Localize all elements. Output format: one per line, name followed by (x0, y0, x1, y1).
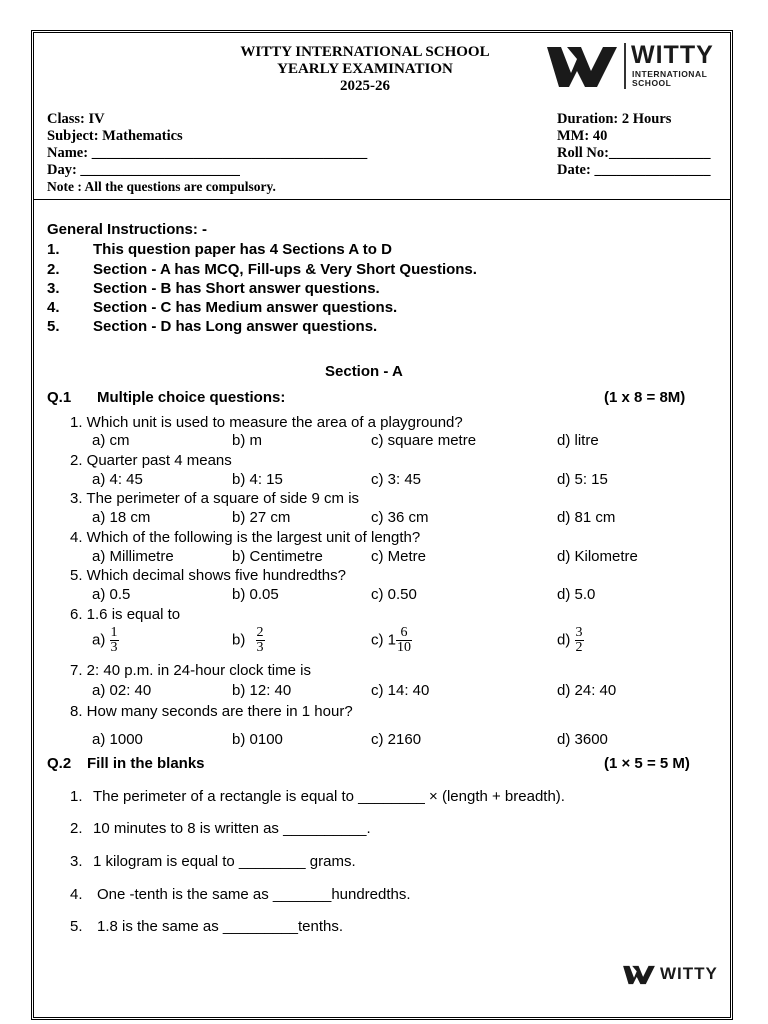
mcq-option: c) 14: 40 (371, 682, 430, 699)
mcq-option: a) cm (92, 432, 130, 449)
mcq-option: a) 4: 45 (92, 471, 143, 488)
mcq-question: 1. Which unit is used to measure the area of a playground? (70, 414, 463, 431)
instruction-item: Section - A has MCQ, Fill-ups & Very Short Questions. (93, 261, 477, 278)
mcq-option: b) 12: 40 (232, 682, 292, 699)
mcq-question: 7. 2: 40 p.m. in 24-hour clock time is (70, 662, 311, 679)
logo-wordmark: WITTY (631, 41, 714, 69)
instruction-item: Section - B has Short answer questions. (93, 280, 380, 297)
q1-marks: (1 x 8 = 8M) (604, 389, 686, 406)
mcq-option: d) 5: 15 (557, 471, 608, 488)
fill-blank-number: 3. (70, 853, 83, 870)
mcq-option: d) Kilometre (557, 548, 638, 565)
mcq-question: 4. Which of the following is the largest unit of length? (70, 529, 421, 546)
mcq-option-fraction-a: a) $\frac{1}{3}$ (92, 625, 118, 655)
witty-w-logo-icon (622, 965, 656, 985)
date-field: Date: ________________ (557, 162, 711, 178)
mcq-option: a) 18 cm (92, 509, 151, 526)
mcq-option: b) 0.05 (232, 586, 279, 603)
fill-blank-item: The perimeter of a rectangle is equal to ________ × (length + breadth). (93, 788, 565, 805)
mcq-option: d) litre (557, 432, 599, 449)
mcq-option: a) 0.5 (92, 586, 131, 603)
mcq-option: d) 81 cm (557, 509, 616, 526)
mcq-option: b) Centimetre (232, 548, 323, 565)
instruction-number: 1. (47, 241, 60, 258)
day-field: Day: ______________________ (47, 162, 240, 178)
max-marks-field: MM: 40 (557, 128, 608, 144)
mcq-question: 8. How many seconds are there in 1 hour? (70, 703, 353, 720)
school-logo (547, 41, 722, 93)
mcq-option-fraction-b: b) $\frac{2}{3}$ (232, 625, 264, 655)
mcq-option: d) 3600 (557, 731, 608, 748)
fill-blank-number: 2. (70, 820, 83, 837)
mcq-question: 5. Which decimal shows five hundredths? (70, 567, 346, 584)
mcq-option: c) 3: 45 (371, 471, 422, 488)
fill-blank-number: 1. (70, 788, 83, 805)
mcq-option: d) 24: 40 (557, 682, 617, 699)
footer-wordmark: WITTY (660, 964, 718, 983)
mcq-option: b) m (232, 432, 262, 449)
instruction-item: Section - D has Long answer questions. (93, 318, 378, 335)
mcq-option-fraction-d: d) $\frac{3}{2}$ (557, 625, 583, 655)
exam-session: 2025-26 (340, 78, 390, 94)
footer-logo (622, 963, 720, 987)
fill-blank-number: 4. (70, 886, 83, 903)
instruction-item: Section - C has Medium answer questions. (93, 299, 398, 316)
mcq-question: 6. 1.6 is equal to (70, 606, 181, 623)
instruction-item: This question paper has 4 Sections A to D (93, 241, 392, 258)
q1-title: Multiple choice questions: (97, 389, 286, 406)
mcq-option-fraction-c: c) 1 $\frac{6}{10}$ (371, 625, 412, 655)
q2-label: Q.2 (47, 755, 72, 772)
school-name: WITTY INTERNATIONAL SCHOOL (240, 44, 490, 60)
exam-title: YEARLY EXAMINATION (277, 61, 453, 77)
mcq-option: a) Millimetre (92, 548, 174, 565)
mcq-option: c) 36 cm (371, 509, 429, 526)
witty-w-logo-icon (547, 45, 617, 89)
instruction-number: 3. (47, 280, 60, 297)
subject-field: Subject: Mathematics (47, 128, 183, 144)
fill-blank-item: 10 minutes to 8 is written as __________. (93, 820, 371, 837)
fill-blank-item: 1.8 is the same as _________tenths. (97, 918, 344, 935)
mcq-option: b) 27 cm (232, 509, 291, 526)
q2-title: Fill in the blanks (87, 755, 205, 772)
q1-label: Q.1 (47, 389, 72, 406)
mcq-option: a) 02: 40 (92, 682, 152, 699)
mcq-option: c) square metre (371, 432, 477, 449)
class-field: Class: IV (47, 111, 105, 127)
name-field: Name: ______________________________________ (47, 145, 368, 161)
mcq-option: c) 2160 (371, 731, 422, 748)
mcq-option: c) 0.50 (371, 586, 417, 603)
mcq-option: d) 5.0 (557, 586, 596, 603)
logo-line1: INTERNATIONAL (632, 69, 708, 79)
mcq-question: 3. The perimeter of a square of side 9 cm is (70, 490, 360, 507)
section-a-title: Section - A (325, 363, 403, 380)
mcq-question: 2. Quarter past 4 means (70, 452, 232, 469)
mcq-option: a) 1000 (92, 731, 143, 748)
mcq-option: b) 0100 (232, 731, 283, 748)
instruction-number: 5. (47, 318, 60, 335)
instruction-number: 4. (47, 299, 60, 316)
duration-field: Duration: 2 Hours (557, 111, 672, 127)
q2-marks: (1 × 5 = 5 M) (604, 755, 690, 772)
note-text: Note : All the questions are compulsory. (47, 179, 276, 194)
roll-no-field: Roll No:______________ (557, 145, 711, 161)
logo-line2: SCHOOL (632, 78, 672, 88)
instructions-title: General Instructions: - (47, 221, 208, 238)
fill-blank-item: One -tenth is the same as _______hundredths. (97, 886, 411, 903)
fill-blank-item: 1 kilogram is equal to ________ grams. (93, 853, 356, 870)
instruction-number: 2. (47, 261, 60, 278)
mcq-option: b) 4: 15 (232, 471, 283, 488)
fill-blank-number: 5. (70, 918, 83, 935)
mcq-option: c) Metre (371, 548, 427, 565)
